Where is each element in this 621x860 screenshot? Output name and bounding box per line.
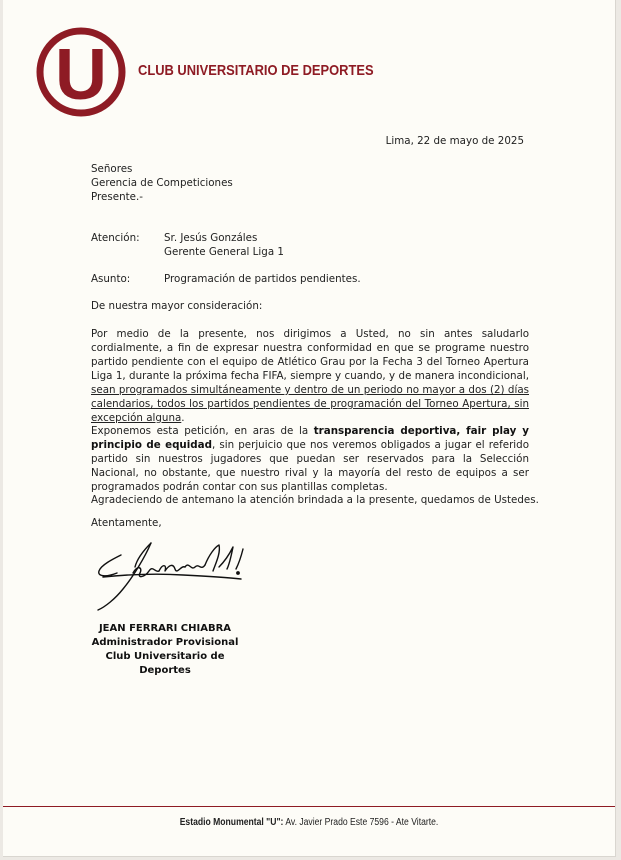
footer-address-text: Av. Javier Prado Este 7596 - Ate Vitarte. [283, 817, 439, 828]
attention-title: Gerente General Liga 1 [164, 246, 284, 258]
recipient-line-1: Señores [91, 163, 133, 175]
paragraph-1-underlined: sean programados simultáneamente y dentro de un periodo no mayor a dos (2) días calendarios, todos los partidos pendientes de programación del Torneo Apertura, sin excepción alguna [91, 384, 529, 424]
paragraph-3: Agradeciendo de antemano la atención brindada a la presente, quedamos de Ustedes. [91, 494, 539, 506]
logo-letter: U [55, 35, 107, 115]
paragraph-1 [91, 327, 529, 425]
greeting: De nuestra mayor consideración: [91, 300, 263, 312]
signer-name: JEAN FERRARI CHIABRA [98, 623, 232, 634]
footer-divider [3, 806, 615, 807]
recipient-line-2: Gerencia de Competiciones [91, 177, 233, 189]
signer-role: Administrador Provisional [91, 637, 239, 648]
footer-address [46, 817, 572, 828]
subject-label: Asunto: [91, 273, 131, 285]
attention-label: Atención: [91, 232, 140, 244]
paragraph-2 [91, 424, 529, 494]
paragraph-2-bold: transparencia deportiva, fair play y principio de equidad [91, 425, 529, 451]
paragraph-1-end: . [181, 412, 185, 424]
footer-label: Estadio Monumental "U": [179, 817, 284, 828]
paragraph-2-rest: , sin perjuicio que nos veremos obligados a jugar el referido partido sin nuestros jugadores que puedan ser reservados para la Selección Nacional, no obstante, que nuestro rival y la mayoría del resto de equipos a ser programados podrán contar con sus plantillas completas. [91, 439, 529, 493]
paragraph-2-text: Exponemos esta petición, en aras de la [91, 425, 314, 437]
handwritten-signature-icon [93, 537, 253, 613]
signer-organization: Club Universitario de Deportes [105, 651, 225, 676]
paragraph-1-text: Por medio de la presente, nos dirigimos a Usted, no sin antes saludarlo cordialmente, a fin de expresar nuestra conformidad en que se programe nuestro partido pendiente con el equipo de Atlético Grau por la Fecha 3 del Torneo Apertura Liga 1, durante la próxima fecha FIFA, siempre y cuando, y de manera incondicional, [91, 328, 529, 382]
attention-name: Sr. Jesús Gonzáles [164, 232, 258, 244]
club-name: CLUB UNIVERSITARIO DE DEPORTES [138, 62, 374, 79]
club-logo-icon [36, 27, 126, 117]
recipient-line-3: Presente.- [91, 191, 143, 203]
signer-block [91, 622, 239, 678]
letter-date: Lima, 22 de mayo de 2025 [385, 135, 524, 147]
subject-text: Programación de partidos pendientes. [164, 273, 361, 285]
closing: Atentamente, [91, 517, 162, 529]
letter-page [3, 0, 616, 857]
